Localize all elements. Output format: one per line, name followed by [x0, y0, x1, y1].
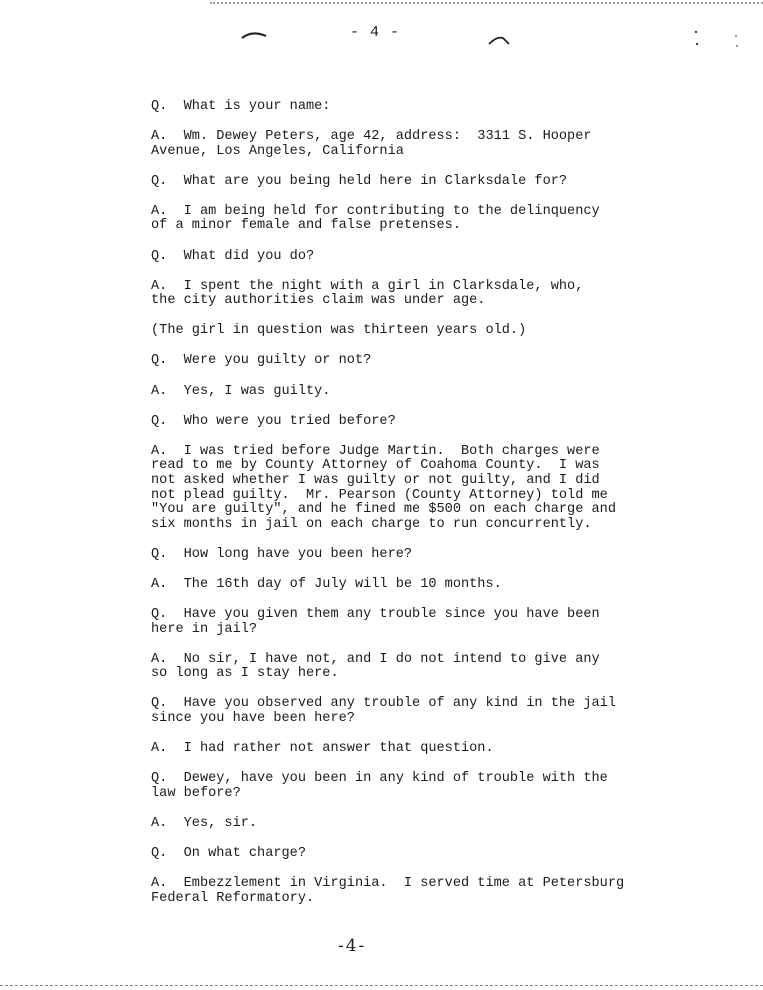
transcript-paragraph: A. I was tried before Judge Martin. Both charges were read to me by County Attorney of Coahoma County. I was not asked whether I was guilty or not guilty, and I did not plead guilty. Mr. Pearson (County Attorney) told me "You are guilty", and he fined me $500 on each charge and six months in jail on each charge to run concurrently. [151, 443, 616, 532]
transcript-paragraph: Q. Have you given them any trouble since you have been here in jail? [151, 606, 600, 637]
transcript-paragraph: Q. On what charge? [151, 845, 306, 861]
bottom-edge-rule [0, 985, 763, 986]
transcript-paragraph: Q. What did you do? [151, 248, 315, 264]
transcript-paragraph: A. No sir, I have not, and I do not intend to give any so long as I stay here. [151, 651, 600, 682]
transcript-paragraph: A. Wm. Dewey Peters, age 42, address: 3311 S. Hooper Avenue, Los Angeles, California [151, 129, 592, 159]
transcript-paragraph: (The girl in question was thirteen years old.) [151, 323, 527, 339]
transcript-paragraph: Q. Were you guilty or not? [151, 353, 372, 369]
footer-page-number: -4- [338, 936, 367, 956]
transcript-paragraph: A. I had rather not answer that question. [151, 741, 494, 757]
transcript-paragraph: A. The 16th day of July will be 10 months. [151, 576, 502, 592]
transcript-paragraph: Q. What are you being held here in Clarksdale for? [151, 173, 568, 189]
top-edge-dots [210, 2, 763, 4]
transcript-paragraph: Q. What is your name: [151, 99, 331, 114]
transcript-paragraph: Q. Who were you tried before? [151, 413, 396, 429]
transcript-paragraph: A. Yes, sir. [151, 815, 258, 831]
scan-mark-dots [692, 28, 742, 52]
transcript-paragraph: A. Embezzlement in Virginia. I served time at Petersburg Federal Reformatory. [151, 876, 625, 906]
transcript-paragraph: A. I am being held for contributing to the delinquency of a minor female and false pretenses. [151, 203, 600, 234]
scan-mark-right [487, 32, 513, 48]
transcript-paragraph: A. I spent the night with a girl in Clarksdale, who, the city authorities claim was under age. [151, 278, 584, 309]
transcript-paragraph: Q. Dewey, have you been in any kind of trouble with the law before? [151, 771, 608, 801]
interview-transcript [151, 100, 691, 922]
transcript-paragraph: Q. Have you observed any trouble of any kind in the jail since you have been here? [151, 696, 616, 726]
scan-mark-left [240, 28, 270, 44]
transcript-paragraph: Q. How long have you been here? [151, 546, 413, 562]
header-page-number: - 4 - [350, 24, 401, 41]
transcript-paragraph: A. Yes, I was guilty. [151, 383, 331, 399]
